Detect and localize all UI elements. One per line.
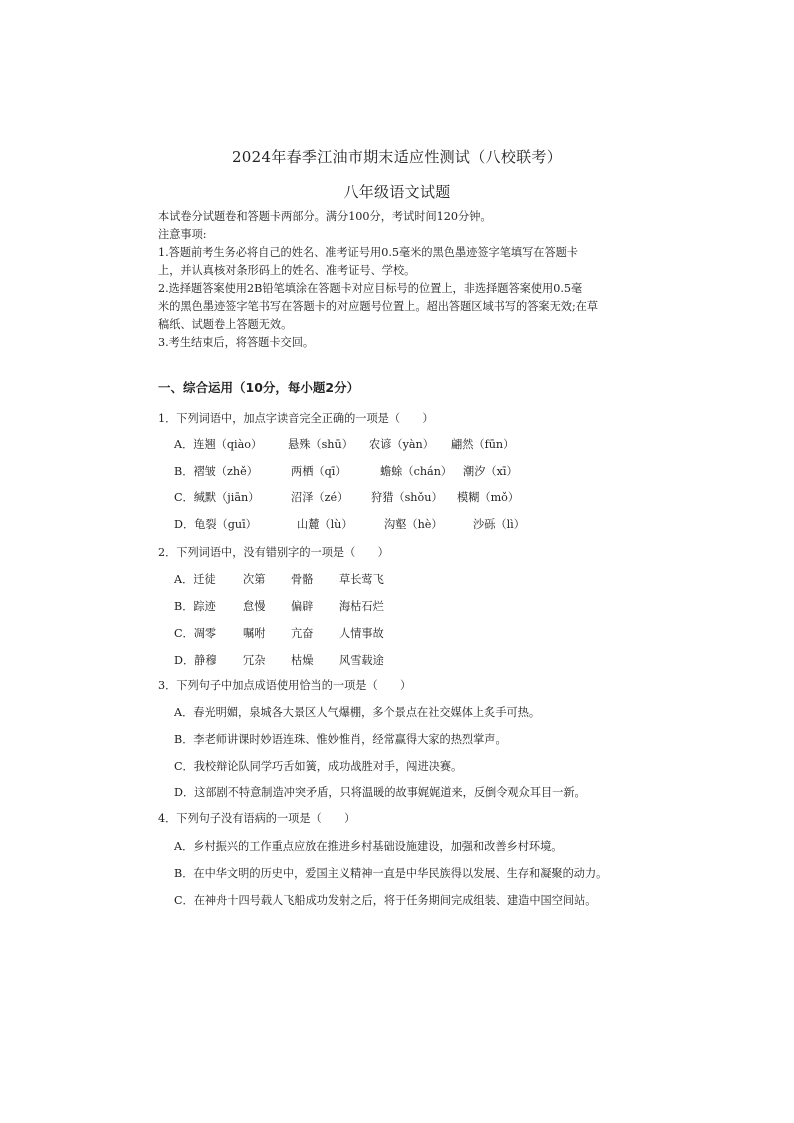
q4-option-b: B．在中华文明的历史中，爱国主义精神一直是中华民族得以发展、生存和凝聚的动力。 <box>174 867 608 880</box>
q3-option-a: A．春光明媚，泉城各大景区人气爆棚，多个景点在社交媒体上炙手可热。 <box>174 706 541 719</box>
q1-option-a-4: 翩然（fūn） <box>451 438 515 451</box>
question-2-stem: 2．下列词语中，没有错别字的一项是（ ） <box>158 546 389 559</box>
q4-option-a: A．乡村振兴的工作重点应放在推进乡村基础设施建设，加强和改善乡村环境。 <box>174 840 563 853</box>
q1-option-a-2: 悬殊（shū） <box>288 438 353 451</box>
q1-option-b-4: 潮汐（xī） <box>463 465 518 478</box>
notice-line: 上，并认真核对条形码上的姓名、准考证号、学校。 <box>158 264 416 277</box>
question-3-stem: 3．下列句子中加点成语使用恰当的一项是（ ） <box>158 679 412 692</box>
q1-option-d-1: D．龟裂（guī） <box>174 518 257 531</box>
q1-option-d-2: 山麓（lù） <box>297 518 353 531</box>
q2-option-a-2: 次第 <box>243 573 266 586</box>
q2-option-d-4: 风雪载途 <box>339 654 384 667</box>
q3-option-c: C．我校辩论队同学巧舌如簧，成功战胜对手，闯进决赛。 <box>174 760 463 773</box>
q3-option-b: B．李老师讲课时妙语连珠、惟妙惟肖，经常赢得大家的热烈掌声。 <box>174 733 507 746</box>
q1-option-b-1: B．褶皱（zhě） <box>174 465 258 478</box>
q2-option-d-2: 冗杂 <box>243 654 266 667</box>
q2-option-b-1: B．踪迹 <box>174 600 216 613</box>
q2-option-c-2: 嘱咐 <box>243 627 266 640</box>
q1-option-c-2: 沼泽（zé） <box>291 491 349 504</box>
notice-block <box>158 208 638 352</box>
q2-option-a-4: 草长莺飞 <box>339 573 384 586</box>
q2-option-c-3: 亢奋 <box>291 627 314 640</box>
notice-line: 本试卷分试题卷和答题卡两部分。满分100分，考试时间120分钟。 <box>158 210 492 223</box>
exam-title: 2024年春季江油市期末适应性测试（八校联考） <box>231 148 563 166</box>
exam-subtitle: 八年级语文试题 <box>343 183 451 201</box>
notice-line: 1.答题前考生务必将自己的姓名、准考证号用0.5毫米的黑色墨迹签字笔填写在答题卡 <box>158 246 579 259</box>
notice-line: 注意事项: <box>158 228 207 241</box>
q1-option-c-4: 模糊（mǒ） <box>457 491 520 504</box>
q2-option-a-3: 骨骼 <box>291 573 314 586</box>
q1-option-d-4: 沙砾（lì） <box>473 518 525 531</box>
q2-option-b-3: 偏辟 <box>291 600 314 613</box>
q1-option-b-3: 蟾蜍（chán） <box>380 465 453 478</box>
notice-line: 米的黑色墨迹签字笔书写在答题卡的对应题号位置上。超出答题区域书写的答案无效;在草 <box>158 300 599 313</box>
notice-line: 3.考生结束后，将答题卡交回。 <box>158 336 315 349</box>
notice-line: 2.选择题答案使用2B铅笔填涂在答题卡对应目标号的位置上，非选择题答案使用0.5毫 <box>158 282 583 295</box>
q2-option-b-4: 海枯石烂 <box>339 600 384 613</box>
notice-line: 稿纸、试题卷上答题无效。 <box>158 318 293 331</box>
q4-option-c: C．在神舟十四号载人飞船成功发射之后，将于任务期间完成组装、建造中国空间站。 <box>174 894 597 907</box>
q3-option-d: D．这部剧不特意制造冲突矛盾，只将温暖的故事娓娓道来，反倒令观众耳目一新。 <box>174 786 586 799</box>
question-4-stem: 4．下列句子没有语病的一项是（ ） <box>158 812 356 825</box>
q2-option-d-1: D．静穆 <box>174 654 217 667</box>
q1-option-a-3: 农谚（yàn） <box>369 438 434 451</box>
q1-option-b-2: 两栖（qī） <box>291 465 347 478</box>
q1-option-c-1: C．缄默（jiān） <box>174 491 260 504</box>
section-title: 一、综合运用（10分，每小题2分） <box>158 380 360 395</box>
q2-option-b-2: 怠慢 <box>243 600 266 613</box>
q2-option-c-4: 人情事故 <box>339 627 384 640</box>
q2-option-d-3: 枯燥 <box>291 654 314 667</box>
q1-option-a-1: A．连翘（qiào） <box>174 438 263 451</box>
q1-option-c-3: 狩猎（shǒu） <box>371 491 443 504</box>
q2-option-a-1: A．迁徒 <box>174 573 216 586</box>
q1-option-d-3: 沟壑（hè） <box>384 518 443 531</box>
q2-option-c-1: C．凋零 <box>174 627 217 640</box>
question-1-stem: 1．下列词语中，加点字读音完全正确的一项是（ ） <box>158 412 434 425</box>
